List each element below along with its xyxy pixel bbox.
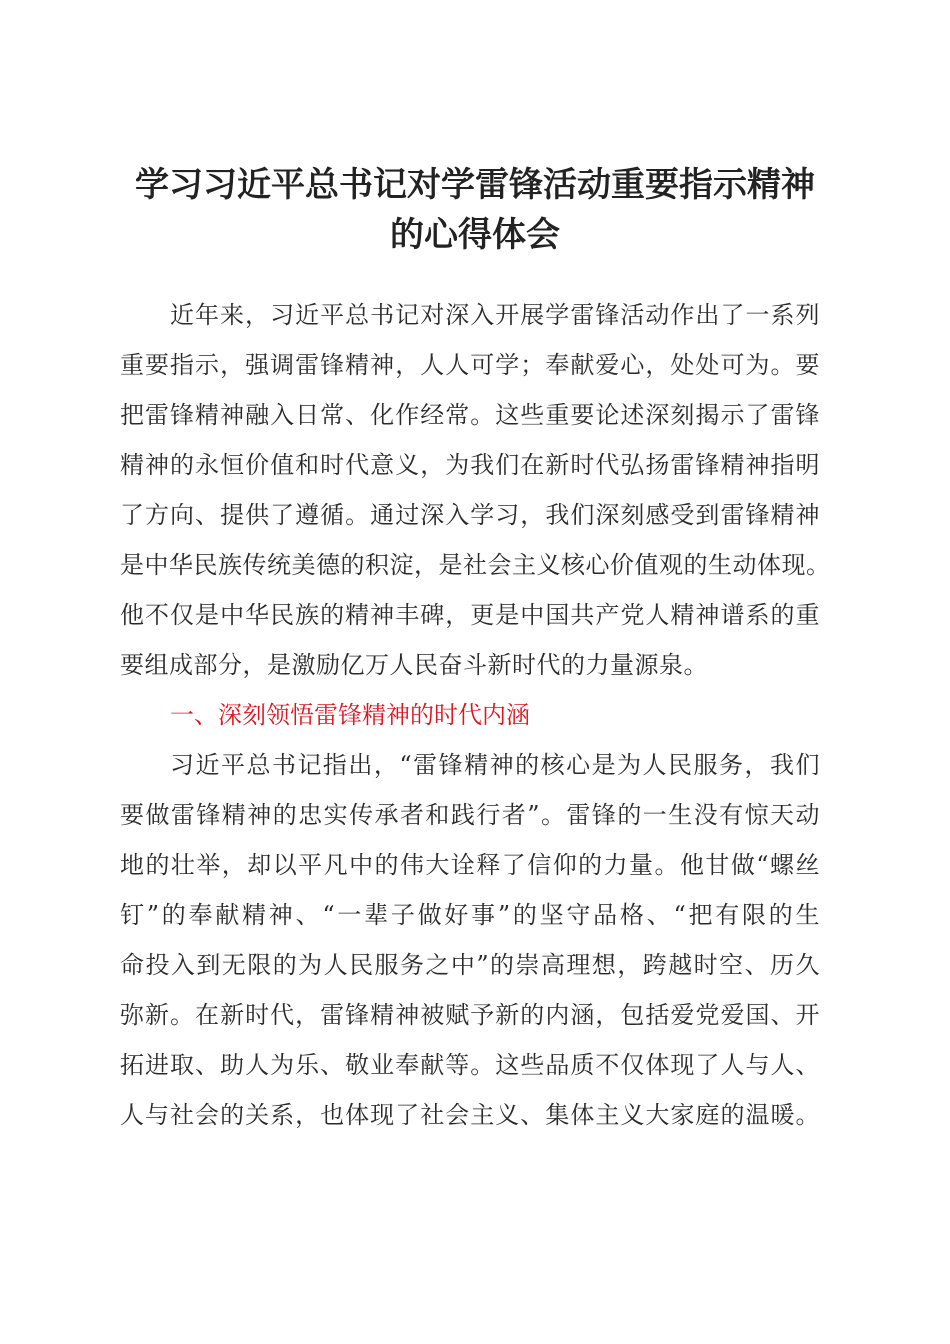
paragraph-2-line: 要做雷锋精神的忠实传承者和践行者”。雷锋的一生没有惊天动	[120, 801, 820, 829]
paragraph-1-line: 重要指示，强调雷锋精神，人人可学；奉献爱心，处处可为。要	[120, 351, 820, 379]
document-title-line2: 的心得体会	[390, 215, 560, 255]
paragraph-1-line: 要组成部分，是激励亿万人民奋斗新时代的力量源泉。	[120, 651, 708, 679]
paragraph-2-line: 习近平总书记指出，“雷锋精神的核心是为人民服务，我们	[170, 751, 820, 779]
document-title-line1: 学习习近平总书记对学雷锋活动重要指示精神	[135, 165, 815, 205]
paragraph-2-line: 弥新。在新时代，雷锋精神被赋予新的内涵，包括爱党爱国、开	[120, 1001, 820, 1029]
paragraph-2-line: 钉”的奉献精神、“一辈子做好事”的坚守品格、“把有限的生	[120, 901, 820, 929]
paragraph-1-line: 把雷锋精神融入日常、化作经常。这些重要论述深刻揭示了雷锋	[120, 401, 820, 429]
paragraph-2-line: 命投入到无限的为人民服务之中”的崇高理想，跨越时空、历久	[120, 951, 820, 979]
paragraph-1-line: 他不仅是中华民族的精神丰碑，更是中国共产党人精神谱系的重	[120, 601, 820, 629]
paragraph-1-line: 了方向、提供了遵循。通过深入学习，我们深刻感受到雷锋精神	[120, 501, 820, 529]
paragraph-1-line: 是中华民族传统美德的积淀，是社会主义核心价值观的生动体现。	[120, 551, 831, 579]
paragraph-2-line: 人与社会的关系，也体现了社会主义、集体主义大家庭的温暖。	[120, 1101, 820, 1129]
section-heading: 一、深刻领悟雷锋精神的时代内涵	[170, 701, 530, 729]
paragraph-2-line: 地的壮举，却以平凡中的伟大诠释了信仰的力量。他甘做“螺丝	[120, 851, 820, 879]
paragraph-2-line: 拓进取、助人为乐、敬业奉献等。这些品质不仅体现了人与人、	[120, 1051, 820, 1079]
paragraph-1-line: 近年来，习近平总书记对深入开展学雷锋活动作出了一系列	[170, 301, 820, 329]
paragraph-1-line: 精神的永恒价值和时代意义，为我们在新时代弘扬雷锋精神指明	[120, 451, 820, 479]
